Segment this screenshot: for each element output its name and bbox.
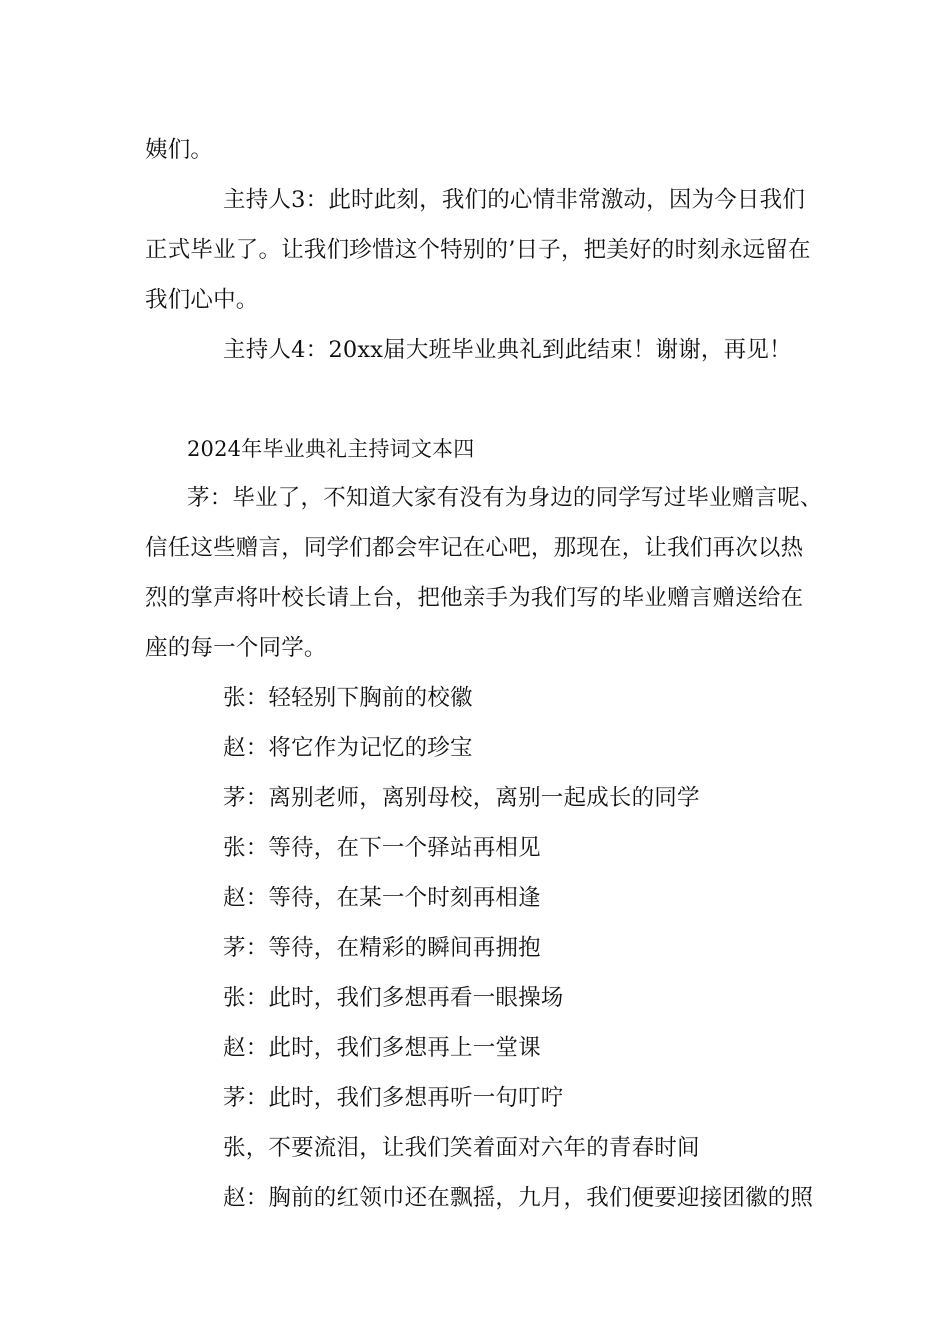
dialogue-line: 茅：此时，我们多想再听一句叮咛	[223, 1085, 564, 1111]
dialogue-line: 张：此时，我们多想再看一眼操场	[223, 985, 564, 1011]
dialogue-line: 赵：此时，我们多想再上一堂课	[223, 1035, 541, 1061]
dialogue-line: 赵：等待，在某一个时刻再相逢	[223, 885, 541, 911]
paragraph-line: 烈的掌声将叶校长请上台，把他亲手为我们写的毕业赠言赠送给在	[145, 585, 804, 611]
dialogue-line: 张：轻轻别下胸前的校徽	[223, 685, 473, 711]
dialogue-line: 赵：将它作为记忆的珍宝	[223, 735, 473, 761]
section-heading: 2024年毕业典礼主持词文本四	[187, 437, 475, 461]
paragraph-line: 姨们。	[145, 137, 214, 163]
dialogue-line: 赵：胸前的红领巾还在飘摇，九月，我们便要迎接团徽的照	[223, 1185, 814, 1211]
paragraph-line: 主持人3：此时此刻，我们的心情非常激动，因为今日我们	[223, 187, 806, 213]
paragraph-line: 主持人4：20xx届大班毕业典礼到此结束！谢谢，再见！	[223, 337, 792, 363]
dialogue-line: 茅：等待，在精彩的瞬间再拥抱	[223, 935, 541, 961]
paragraph-line: 茅：毕业了，不知道大家有没有为身边的同学写过毕业赠言呢、	[187, 485, 823, 511]
paragraph-line: 座的每一个同学。	[145, 635, 327, 661]
dialogue-line: 张：等待，在下一个驿站再相见	[223, 835, 541, 861]
paragraph-line: 我们心中。	[145, 287, 259, 313]
paragraph-line: 信任这些赠言，同学们都会牢记在心吧，那现在，让我们再次以热	[145, 535, 804, 561]
paragraph-line: 正式毕业了。让我们珍惜这个特别的’日子，把美好的时刻永远留在	[145, 237, 811, 263]
dialogue-line: 张，不要流泪，让我们笑着面对六年的青春时间	[223, 1135, 700, 1161]
dialogue-line: 茅：离别老师，离别母校，离别一起成长的同学	[223, 785, 700, 811]
